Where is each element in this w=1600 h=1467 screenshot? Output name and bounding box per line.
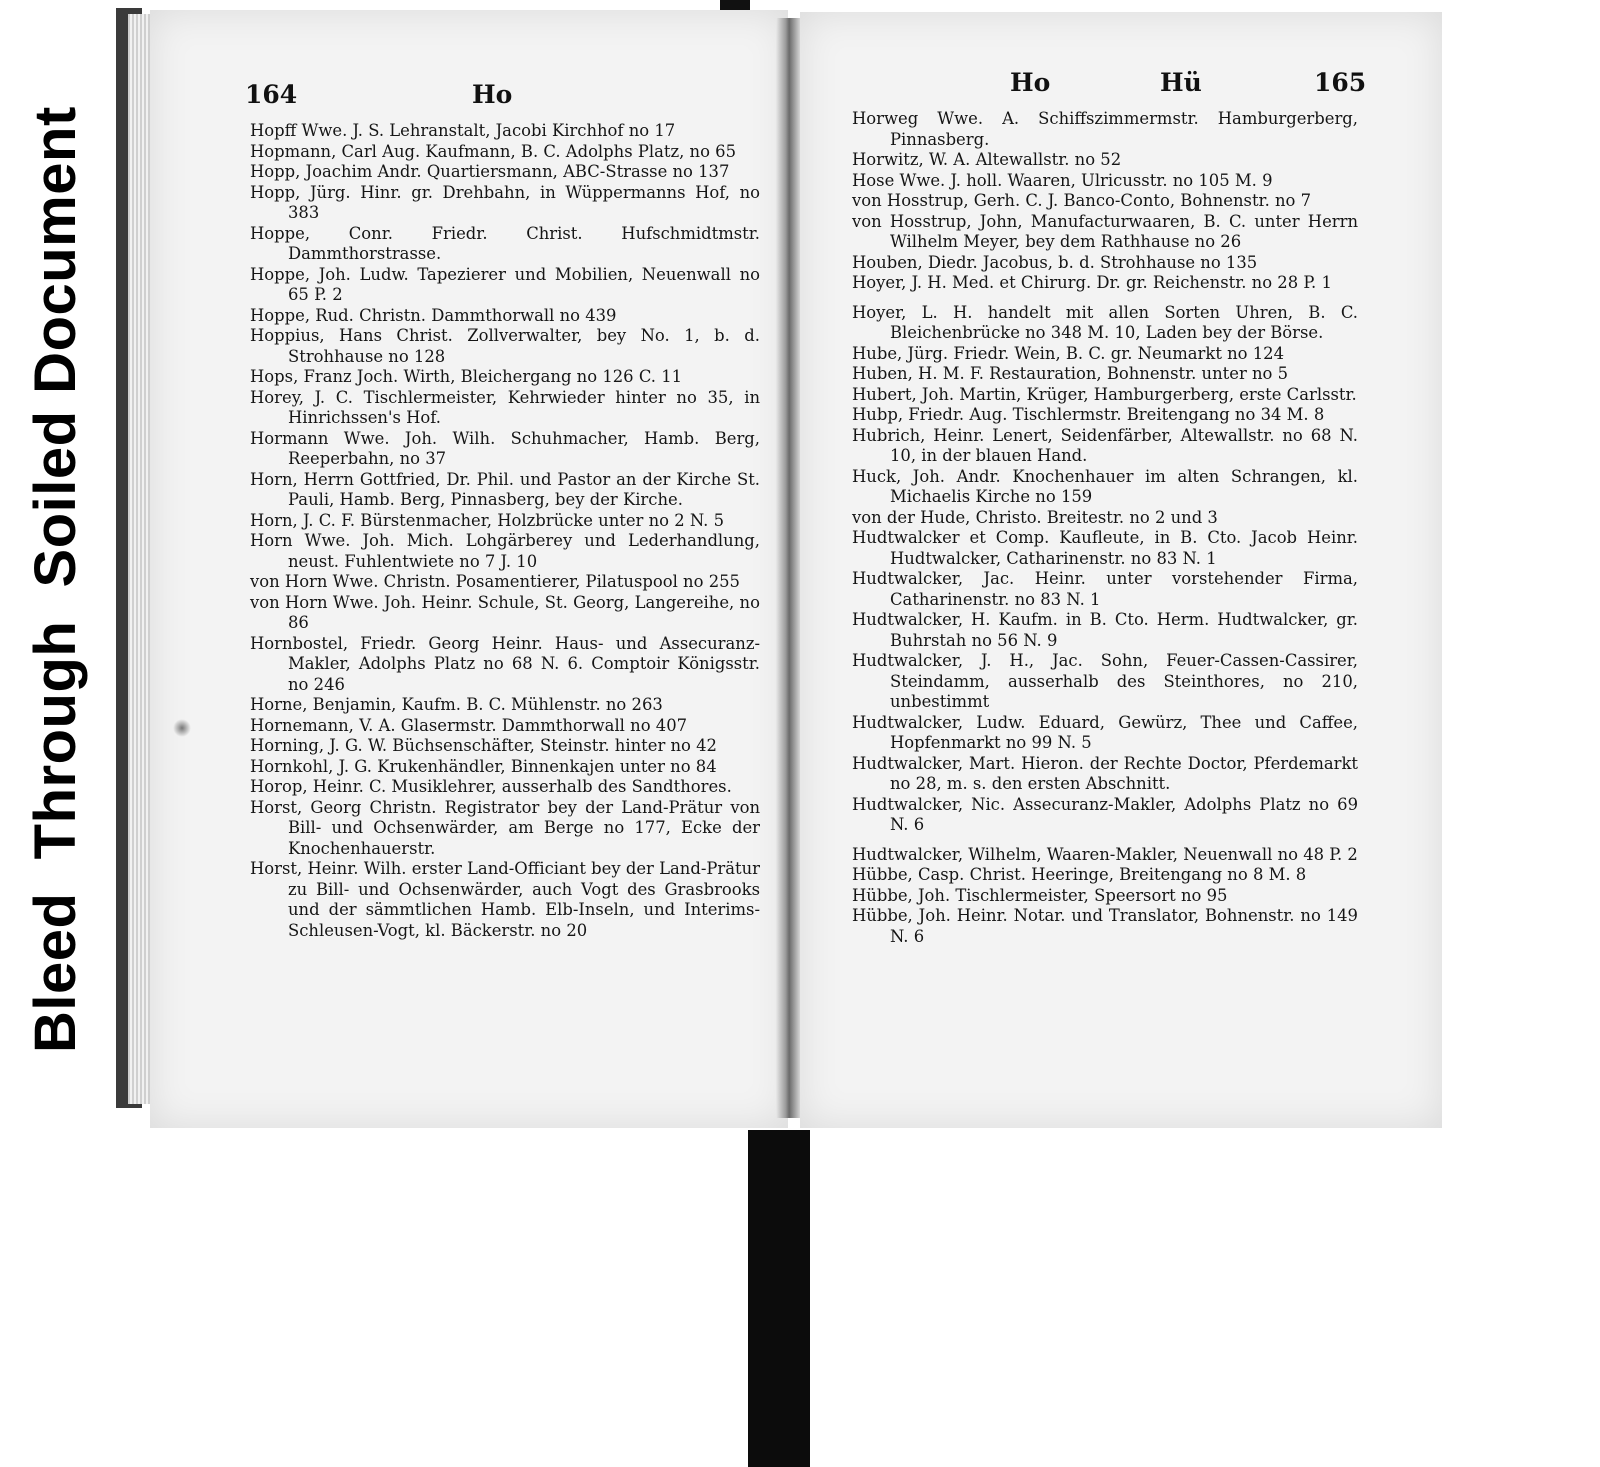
list-item: Hube, Jürg. Friedr. Wein, B. C. gr. Neumarkt no 124 xyxy=(852,343,1285,363)
list-item: Horn, Herrn Gottfried, Dr. Phil. und Pastor an der Kirche St. Pauli, Hamb. Berg, Pinnasberg, bey der Kirche. xyxy=(250,469,760,509)
left-running-head: Ho xyxy=(472,80,513,109)
list-item: Horn Wwe. Joh. Mich. Lohgärberey und Lederhandlung, neust. Fuhlentwiete no 7 J. 10 xyxy=(250,531,760,571)
right-running-head-left: Ho xyxy=(1010,68,1051,97)
list-item: Hopp, Jürg. Hinr. gr. Drehbahn, in Wüppermanns Hof, no 383 xyxy=(250,182,760,222)
list-item: Hübbe, Joh. Tischlermeister, Speersort no 95 xyxy=(852,885,1228,905)
list-item: Hornkohl, J. G. Krukenhändler, Binnenkajen unter no 84 xyxy=(250,756,717,776)
list-item: Hose Wwe. J. holl. Waaren, Ulricusstr. no 105 M. 9 xyxy=(852,170,1273,190)
list-item: Hudtwalcker et Comp. Kaufleute, in B. Cto. Jacob Heinr. Hudtwalcker, Catharinenstr. no 83 N. 1 xyxy=(852,528,1358,568)
list-item: Hopff Wwe. J. S. Lehranstalt, Jacobi Kirchhof no 17 xyxy=(250,121,676,140)
list-item: von der Hude, Christo. Breitestr. no 2 und 3 xyxy=(852,507,1218,527)
list-item: Hoppe, Joh. Ludw. Tapezierer und Mobilien, Neuenwall no 65 P. 2 xyxy=(250,264,760,304)
list-item: Hopmann, Carl Aug. Kaufmann, B. C. Adolphs Platz, no 65 xyxy=(250,141,737,161)
list-item: Huben, H. M. F. Restauration, Bohnenstr. unter no 5 xyxy=(852,364,1289,383)
list-item: von Horn Wwe. Christn. Posamentierer, Pilatuspool no 255 xyxy=(250,572,740,591)
right-page-number: 165 xyxy=(1314,68,1367,97)
list-item: Hoppe, Rud. Christn. Dammthorwall no 439 xyxy=(250,305,617,325)
right-entry-list xyxy=(852,109,1358,947)
list-item: Hudtwalcker, H. Kaufm. in B. Cto. Herm. Hudtwalcker, gr. Buhrstah no 56 N. 9 xyxy=(852,610,1358,650)
list-item: Hornemann, V. A. Glasermstr. Dammthorwall no 407 xyxy=(250,715,688,735)
list-item: Horop, Heinr. C. Musiklehrer, ausserhalb des Sandthores. xyxy=(250,777,732,796)
list-item: Huck, Joh. Andr. Knochenhauer im alten Schrangen, kl. Michaelis Kirche no 159 xyxy=(852,466,1358,506)
list-item: Hübbe, Casp. Christ. Heeringe, Breitengang no 8 M. 8 xyxy=(852,865,1307,884)
list-item: von Hosstrup, John, Manufacturwaaren, B. C. unter Herrn Wilhelm Meyer, bey dem Rathhause no 26 xyxy=(852,211,1358,251)
right-running-head-right: Hü xyxy=(1160,68,1202,97)
list-item: Hudtwalcker, Nic. Assecuranz-Makler, Adolphs Platz no 69 N. 6 xyxy=(852,794,1358,834)
list-item: Horne, Benjamin, Kaufm. B. C. Mühlenstr. no 263 xyxy=(250,695,663,714)
list-item: Horning, J. G. W. Büchsenschäfter, Steinstr. hinter no 42 xyxy=(250,736,717,755)
spine-bottom-shadow xyxy=(748,1130,810,1467)
list-item: Hormann Wwe. Joh. Wilh. Schuhmacher, Hamb. Berg, Reeperbahn, no 37 xyxy=(250,428,760,468)
list-item: Horey, J. C. Tischlermeister, Kehrwieder hinter no 35, in Hinrichssen's Hof. xyxy=(250,387,760,427)
book-gutter xyxy=(776,18,800,1118)
condition-stamp: Bleed Through Soiled Document xyxy=(23,106,88,1053)
list-item: Hudtwalcker, J. H., Jac. Sohn, Feuer-Cassen-Cassirer, Steindamm, ausserhalb des Steinthores, no 210, unbestimmt xyxy=(852,651,1358,711)
list-item: Hoppe, Conr. Friedr. Christ. Hufschmidtmstr. Dammthorstrasse. xyxy=(250,223,760,263)
left-page xyxy=(150,10,788,1128)
list-item: Hops, Franz Joch. Wirth, Bleichergang no 126 C. 11 xyxy=(250,367,683,386)
list-item: Hudtwalcker, Wilhelm, Waaren-Makler, Neuenwall no 48 P. 2 xyxy=(852,844,1358,864)
left-entry-list xyxy=(250,121,760,941)
right-page xyxy=(800,12,1442,1128)
list-item: Horst, Heinr. Wilh. erster Land-Officiant bey der Land-Prätur zu Bill- und Ochsenwärder, auch Vogt des Grasbrooks und der sämmtlichen Hamb. Elb-Inseln, und Interims-Schleusen-Vogt, kl. Bäckerstr. no 20 xyxy=(250,859,760,940)
list-item: Hudtwalcker, Ludw. Eduard, Gewürz, Thee und Caffee, Hopfenmarkt no 99 N. 5 xyxy=(852,712,1358,752)
list-item: Hudtwalcker, Jac. Heinr. unter vorstehender Firma, Catharinenstr. no 83 N. 1 xyxy=(852,569,1358,609)
list-item: von Horn Wwe. Joh. Heinr. Schule, St. Georg, Langereihe, no 86 xyxy=(250,592,760,632)
list-item: Horweg Wwe. A. Schiffszimmermstr. Hamburgerberg, Pinnasberg. xyxy=(852,109,1358,149)
list-item: Horst, Georg Christn. Registrator bey der Land-Prätur von Bill- und Ochsenwärder, am Berge no 177, Ecke der Knochenhauerstr. xyxy=(250,797,760,858)
list-item: Hoyer, J. H. Med. et Chirurg. Dr. gr. Reichenstr. no 28 P. 1 xyxy=(852,273,1332,292)
list-item: Hoppius, Hans Christ. Zollverwalter, bey No. 1, b. d. Strohhause no 128 xyxy=(250,326,760,366)
list-item: Hübbe, Joh. Heinr. Notar. und Translator, Bohnenstr. no 149 N. 6 xyxy=(852,906,1358,946)
list-item: Horwitz, W. A. Altewallstr. no 52 xyxy=(852,150,1122,169)
list-item: Hoyer, L. H. handelt mit allen Sorten Uhren, B. C. Bleichenbrücke no 348 M. 10, Laden bey der Börse. xyxy=(852,302,1358,342)
list-item: Houben, Diedr. Jacobus, b. d. Strohhause no 135 xyxy=(852,252,1258,272)
list-item: Hubp, Friedr. Aug. Tischlermstr. Breitengang no 34 M. 8 xyxy=(852,405,1325,424)
ink-blot xyxy=(173,719,191,737)
list-item: Hopp, Joachim Andr. Quartiersmann, ABC-Strasse no 137 xyxy=(250,162,730,181)
list-item: Hubrich, Heinr. Lenert, Seidenfärber, Altewallstr. no 68 N. 10, in der blauen Hand. xyxy=(852,425,1358,465)
list-item: von Hosstrup, Gerh. C. J. Banco-Conto, Bohnenstr. no 7 xyxy=(852,191,1312,210)
list-item: Hudtwalcker, Mart. Hieron. der Rechte Doctor, Pferdemarkt no 28, m. s. den ersten Abschnitt. xyxy=(852,753,1358,793)
list-item: Hornbostel, Friedr. Georg Heinr. Haus- und Assecuranz-Makler, Adolphs Platz no 68 N. 6. Comptoir Königsstr. no 246 xyxy=(250,633,760,694)
left-page-number: 164 xyxy=(245,80,298,109)
list-item: Horn, J. C. F. Bürstenmacher, Holzbrücke unter no 2 N. 5 xyxy=(250,510,725,530)
list-item: Hubert, Joh. Martin, Krüger, Hamburgerberg, erste Carlsstr. xyxy=(852,384,1357,404)
